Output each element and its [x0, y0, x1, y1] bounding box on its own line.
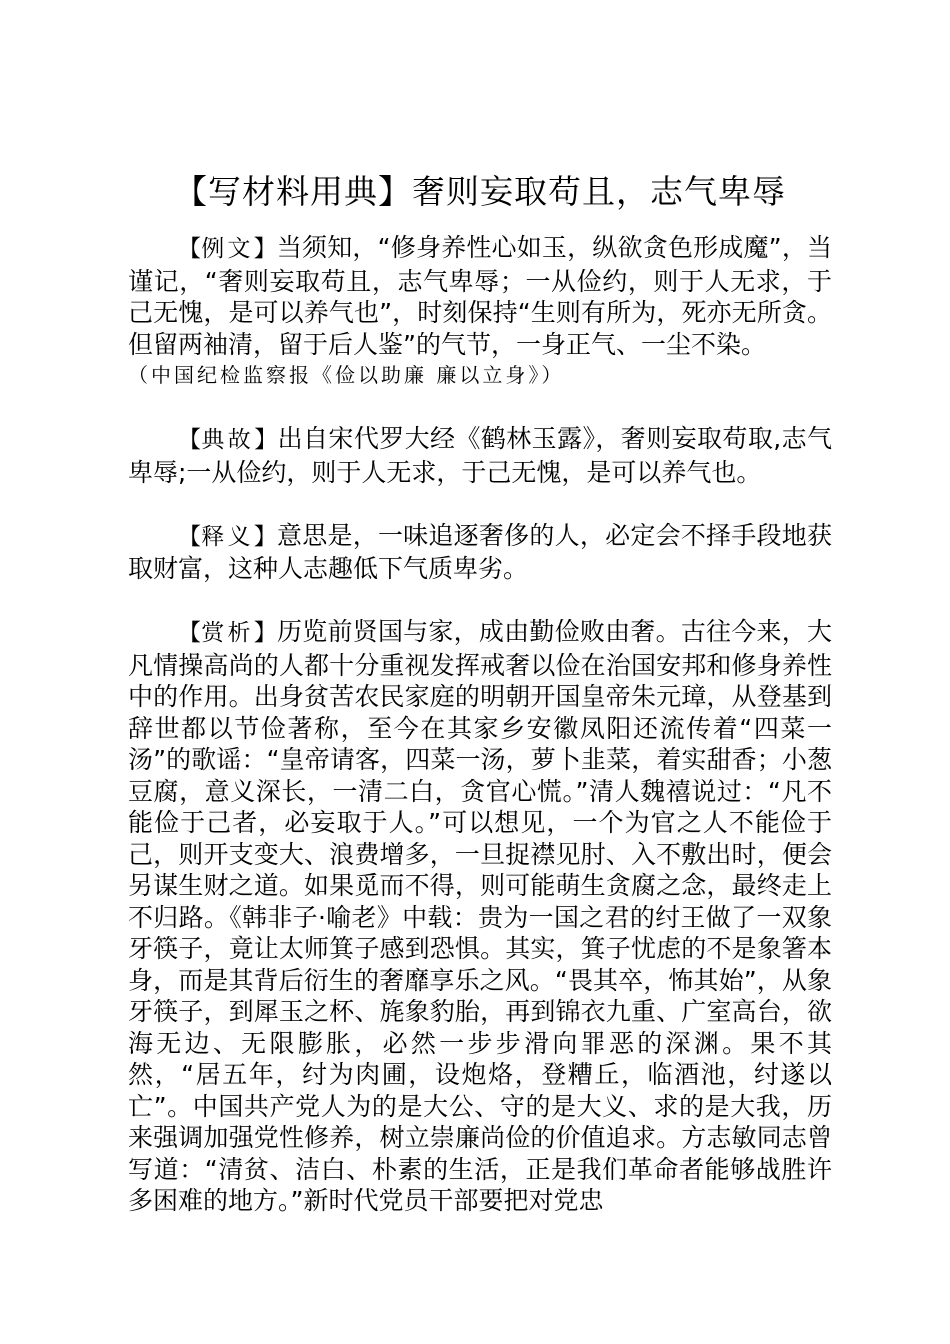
meaning-paragraph — [128, 520, 832, 585]
meaning-tag — [178, 524, 277, 550]
appreciation-text: 历览前贤国与家，成由勤俭败由奢。古往今来，大凡情操高尚的人都十分重视发挥戒奢以俭在治国安邦和修身养性中的作用。出身贫苦农民家庭的明朝开国皇帝朱元璋，从登基到辞世都以节俭著称，至今在其家乡安徽凤阳还流传着“四菜一汤”的歌谣：“皇帝请客，四菜一汤，萝卜韭菜，着实甜香；小葱豆腐，意义深长，一清二白，贪官心慌。”清人魏禧说过：“凡不能俭于己者，必妄取于人。”可以想见，一个为官之人不能俭于己，则开支变大、浪费增多，一旦捉襟见肘、入不敷出时，便会另谋生财之道。如果觅而不得，则可能萌生贪腐之念，最终走上不归路。《韩非子·喻老》中载：贵为一国之君的纣王做了一双象牙筷子，竟让太师箕子感到恐惧。其实，箕子忧虑的不是象箸本身，而是其背后衍生的奢靡享乐之风。“畏其卒，怖其始”，从象牙筷子，到犀玉之杯、旄象豹胎，再到锦衣九重、广室高台，欲海无边、无限膨胀，必然一步步滑向罪恶的深渊。果不其然，“居五年，纣为肉圃，设炮烙，登糟丘，临酒池，纣遂以亡”。中国共产党人为的是大公、守的是大义、求的是大我，历来强调加强党性修养，树立崇廉尚俭的价值追求。方志敏同志曾写道：“清贫、洁白、朴素的生活，正是我们革命者能够战胜许多困难的地方。”新时代党员干部要把对党忠 — [128, 617, 833, 1215]
appreciation-tag — [178, 620, 277, 646]
allusion-label: 典故 — [201, 427, 255, 453]
paragraph-spacer — [128, 488, 832, 520]
meaning-text: 意思是，一味追逐奢侈的人，必定会不择手段地获取财富，这种人志趣低下气质卑劣。 — [128, 520, 833, 583]
tag-bracket-close: 】 — [253, 523, 277, 550]
tag-bracket-open: 【 — [178, 427, 202, 453]
tag-bracket-open: 【 — [178, 236, 202, 262]
tag-bracket-close: 】 — [253, 236, 277, 262]
meaning-label: 释义 — [201, 523, 254, 550]
tag-bracket-open: 【 — [178, 523, 202, 550]
paragraph-spacer — [128, 585, 832, 617]
example-source: （中国纪检监察报《俭以助廉 廉以立身》） — [128, 363, 565, 387]
example-text: 当须知，“修身养性心如玉，纵欲贪色形成魔”，当谨记，“奢则妄取苟且，志气卑辱；一从俭约，则于人无求，于己无愧，是可以养气也”，时刻保持“生则有所为，死亦无所贪。但留两袖清，留于后人鉴”的气节，一身正气、一尘不染。 — [128, 233, 833, 359]
example-tag — [178, 236, 277, 262]
allusion-tag — [178, 427, 278, 453]
example-label: 例文 — [201, 236, 254, 262]
appreciation-label: 赏析 — [201, 620, 254, 646]
tag-bracket-close: 】 — [253, 620, 277, 646]
example-paragraph — [128, 232, 832, 360]
document-title: 【写材料用典】奢则妄取苟且，志气卑辱 — [174, 172, 786, 211]
allusion-paragraph — [128, 423, 832, 488]
paragraph-spacer — [128, 392, 832, 424]
document-body — [128, 232, 832, 1217]
appreciation-paragraph — [128, 616, 832, 1217]
tag-bracket-open: 【 — [178, 620, 202, 646]
allusion-text: 出自宋代罗大经《鹤林玉露》，奢则妄取苟取,志气卑辱;一从俭约，则于人无求，于己无愧，是可以养气也。 — [128, 424, 832, 487]
tag-bracket-close: 】 — [254, 427, 278, 453]
